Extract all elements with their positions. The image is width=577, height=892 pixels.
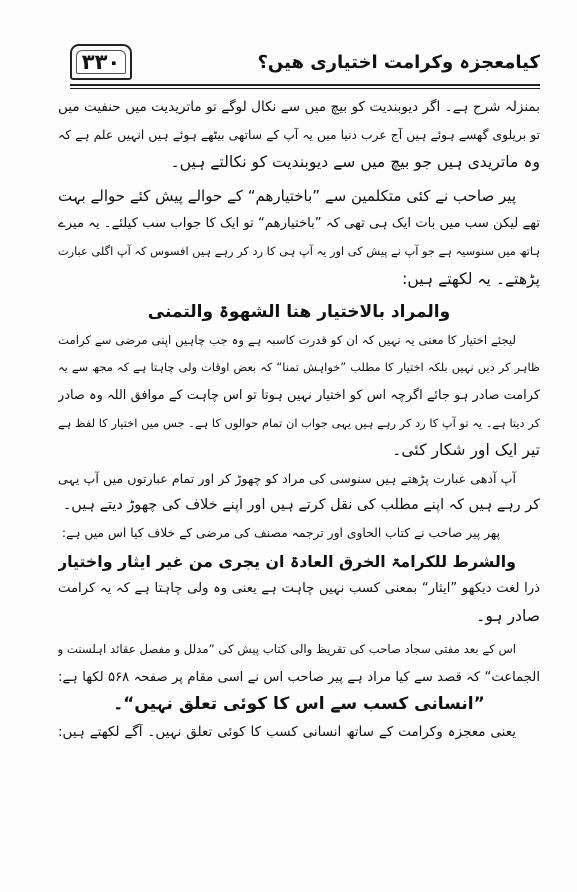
text-line: کر دیتا ہے۔ یہ تو آپ کا رد کر رہے ہیں یہی جواب ان تمام حوالوں کا ہے۔ جس میں اختیار کا لفظ ہے [58,415,540,430]
page-number: ۳۳۰ [70,44,132,80]
text-line: تھے لیکن سب میں بات ایک ہی تھی کہ ”باختیارھم“ تو ایک کا جواب سب کیلئے۔ یہ میرے [58,216,540,232]
text-line: پیر صاحب نے کئی متکلمین سے ”باختیارھم“ کے حوالے پیش کئے حوالے بہت [58,186,516,205]
arabic-quote: والمراد بالاختیار ھنا الشھوۃ والتمنی [147,302,451,323]
text-line: ذرا لغت دیکھو ”ایثار“ بمعنی کسب نہیں چاہت ہے یعنی وہ ولی چاہتا ہے کہ یہ کرامت [58,581,540,597]
text-line: بمنزلہ شرح ہے۔ اگر دیوبندیت کو بیچ میں سے نکال لوگے تو ماتریدیت میں حنفیت میں [58,99,540,115]
text-line: ہاتھ میں سنوسیہ ہے جو آپ نے پیش کی اور یہ آپ ہی کا رد کر رہے ہیں افسوس کہ آپ اگلی عبارت [58,243,540,258]
text-line: پھر پیر صاحب نے کتاب الحاوی اور ترجمہ مصنف کی مرضی کے خلاف کیا اس میں ہے: [61,525,500,540]
text-line: آپ آدھی عبارت پڑھتے ہیں سنوسی کی مراد کو چھوڑ کر اور تمام عبارتوں میں آپ یہی [58,470,516,486]
text-line: الجماعت“ کہ قصد سے کیا مراد ہے پیر صاحب اس نے اسی مقام پر صفحہ ۵۶۸ لکھا ہے: [58,669,540,685]
text-line: ظاہر کر دیں نہیں بلکہ اختیار کا مطلب ”خواہش تمنا“ کہ بعض اوقات ولی چاہتا ہے کہ مجھ سے یہ [58,360,540,375]
text-line: وہ ماتریدی ہیں جو بیچ میں سے دیوبندیت کو نکالتے ہیں۔ [170,153,540,172]
text-line: پڑھتے۔ یہ لکھتے ہیں: [402,269,540,288]
text-line: تو بریلوی گھسے ہوئے ہیں آج عرب دنیا میں یہ آپ کے ساتھی بیٹھے ہوئے ہیں انہیں علم ہے کہ [58,127,540,142]
arabic-quote: والشرط للکرامۃ الخرق العادۃ ان یجری من غیر ایثار واختیار [58,551,516,571]
header-rule-thin [70,88,540,89]
text-line: کرامت صادر ہو جائے اگرچہ اس کو اختیار نہیں ہوتا تو اس چاہت کے موافق اللہ وہ صادر [58,387,540,403]
text-line: اس کے بعد مفتی سجاد صاحب کی تقریظ والی کتاب پیش کی ”مدلل و مفصل عقائد اہلسنت و [58,642,516,657]
page-body [58,94,540,747]
text-line: تیر ایک اور شکار کئی۔ [392,441,540,460]
header-rule [70,84,540,86]
text-line: یعنی معجزہ وکرامت کے ساتھ انسانی کسب کا کوئی تعلق نہیں۔ آگے لکھتے ہیں: [58,724,516,741]
text-line: لیجئے اختیار کا معنی یہ نہیں کہ ان کو قدرت کاسبہ ہے وہ جب چاہیں اپنی مرضی سے کرامت [58,332,516,347]
page-header [70,44,540,84]
running-title: کیامعجزہ وکرامت اختیاری ھیں؟ [257,52,540,73]
quoted-line: ”انسانی کسب سے اس کا کوئی تعلق نہیں“۔ [113,694,485,715]
text-line: کر رہے ہیں کہ اپنے مطلب کی نقل کرتے ہیں اور اپنے خلاف کی چھوڑ دیتے ہیں۔ [62,497,540,514]
text-line: صادر ہو۔ [476,606,540,625]
